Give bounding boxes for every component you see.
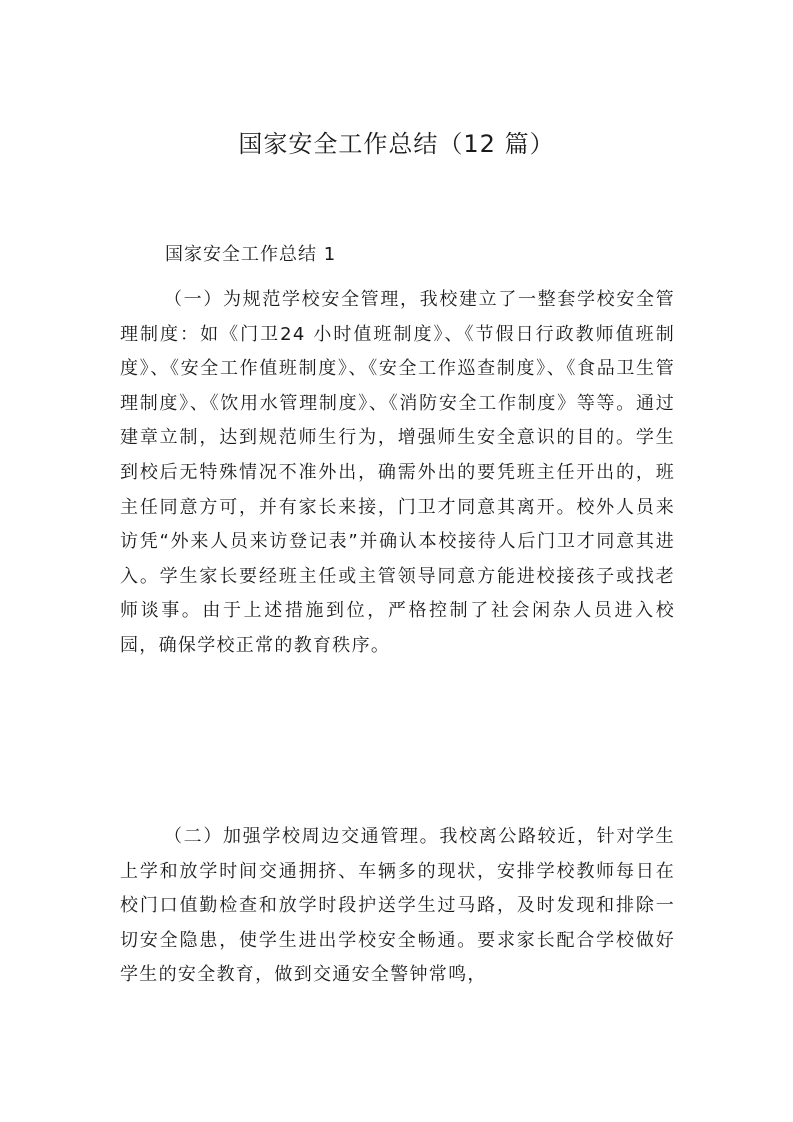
section-heading: 国家安全工作总结 1: [165, 244, 337, 265]
paragraph-2: （二）加强学校周边交通管理。我校离公路较近，针对学生上学和放学时间交通拥挤、车辆多的现状，安排学校教师每日在校门口值勤检查和放学时段护送学生过马路，及时发现和排除一切安全隐患，使学生进出学校安全畅通。要求家长配合学校做好学生的安全教育，做到交通安全警钟常鸣，: [120, 826, 675, 986]
document-title: 国家安全工作总结（12 篇）: [238, 130, 555, 158]
paragraph-1: （一）为规范学校安全管理，我校建立了一整套学校安全管理制度：如《门卫24 小时值班制度》、《节假日行政教师值班制度》、《安全工作值班制度》、《安全工作巡查制度》、《食品卫生管理制度》、《饮用水管理制度》、《消防安全工作制度》等等。通过建章立制，达到规范师生行为，增强师生安全意识的目的。学生到校后无特殊情况不准外出，确需外出的要凭班主任开出的，班主任同意方可，并有家长来接，门卫才同意其离开。校外人员来访凭“外来人员来访登记表”并确认本校接待人后门卫才同意其进入。学生家长要经班主任或主管领导同意方能进校接孩子或找老师谈事。由于上述措施到位，严格控制了社会闲杂人员进入校园，确保学校正常的教育秩序。: [120, 289, 675, 656]
